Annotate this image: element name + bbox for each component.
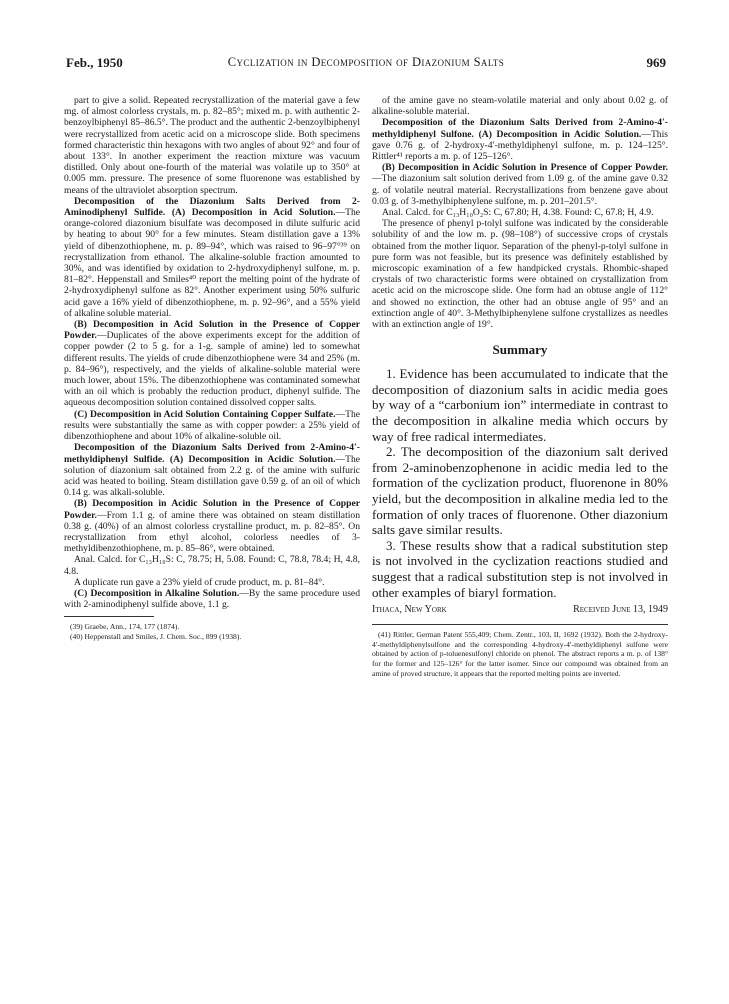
received-date: Received June 13, 1949 [573, 604, 668, 616]
analysis-line: Anal. Calcd. for C₁₃H₁₀O₂S: C, 67.80; H, 4.38. Found: C, 67.8; H, 4.9. [382, 207, 654, 219]
summary-item-1: 1. Evidence has been accumulated to indicate that the decomposition of diazonium salts in acidic media goes by way of a “carbonium ion” intermediate in contrast to the decomposition in alkaline media which occurs by way of free radical intermediates. [372, 366, 668, 444]
section-heading: (B) Decomposition in Acidic Solution in the Presence of Copper Powder. [64, 498, 360, 521]
summary-heading: Summary [492, 342, 548, 358]
paragraph: (C) Decomposition in Acid Solution Containing Copper Sulfate.—The results were substantially the same as with copper powder: a 25% yield of dibenzothiophene and about 10% of alkaline-soluble oil. [64, 408, 360, 443]
signoff [372, 604, 668, 618]
summary-item-2: 2. The decomposition of the diazonium salt derived from 2-aminobenzophenone in acidic media led to the formation of the cyclization product, fluorenone in 80% yield, but the decomposition in alkaline media led to the formation of only traces of fluorenone. Other diazonium salts gave similar results. [372, 444, 668, 538]
right-column [372, 95, 668, 678]
paragraph: (B) Decomposition in Acid Solution in the Presence of Copper Powder.—Duplicates of the above experiments except for the addition of copper powder (2 to 5 g. for a 1-g. sample of amine) led to somewhat different results. The yields of crude dibenzothiophene were 34 and 25% (m. p. 84–96°), respectively, and the yields of alkaline-soluble material were much lower, about 15%. The dibenzothiophene was contaminated somewhat with an oil which is probably the reduction product, diphenyl sulfide. The aqueous decomposition solution contained dissolved copper salts. [64, 319, 360, 409]
header-title: Cyclization in Decomposition of Diazonium Salts [227, 55, 505, 69]
paragraph: of the amine gave no steam-volatile material and only about 0.02 g. of alkaline-soluble material. [372, 95, 668, 118]
analysis-line: Anal. Calcd. for C₁₃H₁₀S: C, 78.75; H, 5.08. Found: C, 78.8, 78.4; H, 4.8, 4.8. [64, 554, 360, 577]
paragraph: (C) Decomposition in Alkaline Solution.—By the same procedure used with 2-aminodiphenyl sulfide above, 1.1 g. [64, 587, 360, 611]
paragraph: A duplicate run gave a 23% yield of crude product, m. p. 81–84°. [74, 576, 325, 588]
page-number: 969 [646, 55, 666, 70]
footnote-39: (39) Graebe, Ann., 174, 177 (1874). [70, 622, 180, 632]
summary [372, 366, 668, 600]
footnotes [64, 622, 360, 641]
left-column [64, 95, 360, 642]
paragraph: part to give a solid. Repeated recrystallization of the material gave a few mg. of almost colorless crystals, m. p. 82–85°; mixed m. p. with authentic 2-benzoylbiphenyl 85–86.5°. The product and the authentic 2-benzoylbiphenyl were recrystallized from acetic acid on a microscope slide. Both specimens formed characteristic thin hexagons with two angles of about 92° and four of about 133°. In another experiment the reaction mixture was vacuum distilled. Only about one-fourth of the material was volatile up to 350° at 0.005 mm. pressure. The presence of some fluorenone was established by means of the ultraviolet absorption spectrum. [64, 95, 360, 196]
footnote-40: (40) Heppenstall and Smiles, J. Chem. Soc., 899 (1938). [70, 631, 242, 641]
paragraph: (B) Decomposition in Acidic Solution in Presence of Copper Powder.—The diazonium salt solution derived from 1.09 g. of the amine gave 0.32 g. of volatile neutral material. Recrystallizations from benzene gave about 0.03 g. of 3-methylbiphenylene sulfone, m. p. 201–201.5°. [372, 162, 668, 207]
section-heading: (C) Decomposition in Acid Solution Containing Copper Sulfate. [74, 408, 336, 420]
footnote-41: (41) Rittler, German Patent 555,409; Chem. Zentr., 103, II, 1692 (1932). Both the 2-hydroxy-4′-methyldiphenylsulfone and the corresponding 4-hydroxy-4′-methyldiphenyl sulfone were obtained by action of p-toluenesulfonyl chloride on phenol. The abstract reports a m. p. of 138° for the former and 125–126° for the latter isomer. Since our compound was obtained from an amine of proved structure, it appears that the reported melting points are inverted. [372, 630, 668, 678]
section-heading: Decomposition of the Diazonium Salts Derived from 2-Amino-4′-methyldiphenyl Sulfone. (A) Decomposition in Acidic Solution. [372, 117, 668, 140]
section-heading: (C) Decomposition in Alkaline Solution. [74, 587, 240, 599]
affiliation-place: Ithaca, New York [372, 604, 447, 616]
section-heading: Decomposition of the Diazonium Salts Derived from 2-Amino-4′-methyldiphenyl Sulfide. (A) Decomposition in Acidic Solution. [64, 442, 360, 465]
paragraph: Decomposition of the Diazonium Salts Derived from 2-Amino-4′-methyldiphenyl Sulfide. (A) Decomposition in Acidic Solution.—The solution of diazonium salt obtained from 2.2 g. of the amine with sulfuric acid was heated to boiling. Steam distillation gave 0.59 g. of an oil of which 0.14 g. was alkali-soluble. [64, 442, 360, 499]
header-date: Feb., 1950 [66, 55, 123, 70]
paragraph: The presence of phenyl p-tolyl sulfone was indicated by the considerable solubility of and the low m. p. (98–108°) of successive crops of crystals obtained from the mother liquor. Separation of the phenyl-p-tolyl sulfone in pure form was not feasible, but its presence was definitely established by microscopic examination of a few handpicked crystals. Rhombic-shaped crystals of two characteristic forms were obtained on crystallization from acetic acid on the microscope slide. One form had an obtuse angle of 112° and showed no extinction, the other had an obtuse angle of 95° and an extinction angle of 40°. 3-Methylbiphenylene sulfone crystallizes as needles with an extinction angle of 19°. [372, 218, 668, 331]
summary-item-3: 3. These results show that a radical substitution step is not involved in the cyclization reactions studied and suggest that a radical substitution step is not involved in other examples of biaryl formation. [372, 537, 668, 600]
running-header [66, 55, 666, 73]
section-heading: (B) Decomposition in Acidic Solution in Presence of Copper Powder. [382, 162, 668, 174]
paragraph: Decomposition of the Diazonium Salts Derived from 2-Amino-4′-methyldiphenyl Sulfone. (A) Decomposition in Acidic Solution.—This gave 0.76 g. of 2-hydroxy-4′-methyldiphenyl sulfone, m. p. 124–125°. Rittler⁴¹ reports a m. p. of 125–126°. [372, 117, 668, 163]
paragraph: Decomposition of the Diazonium Salts Derived from 2-Aminodiphenyl Sulfide. (A) Decomposition in Acid Solution.—The orange-colored diazonium bisulfate was decomposed in dilute sulfuric acid by heating to about 90° for a few minutes. Steam distillation gave a 13% yield of dibenzothiophene, m. p. 89–94°, which was raised to 96–97°³⁹ on recrystallization from ethanol. The alkaline-soluble fraction amounted to 30%, and was identified by oxidation to 2-hydroxydiphenyl sulfone, m. p. 81–82°. Heppenstall and Smiles⁴⁰ report the melting point of the hydrate of 2-hydroxydiphenyl sulfone as 82°. Another experiment using 50% sulfuric acid gave a 16% yield of dibenzothiophene, m. p. 92–96°, and a 55% yield of alkaline soluble material. [64, 195, 360, 319]
section-heading: (B) Decomposition in Acid Solution in the Presence of Copper Powder. [64, 319, 360, 342]
footnotes [372, 624, 668, 678]
paragraph: (B) Decomposition in Acidic Solution in the Presence of Copper Powder.—From 1.1 g. of amine there was obtained on steam distillation 0.38 g. (40%) of an almost colorless crystalline product, m. p. 82–85°. On recrystallization from ethyl alcohol, colorless needles of 3-methyldibenzothiophene, m. p. 85–86°, were obtained. [64, 498, 360, 555]
section-heading: Decomposition of the Diazonium Salts Derived from 2-Aminodiphenyl Sulfide. (A) Decomposition in Acid Solution. [64, 195, 360, 219]
footnote-divider [64, 616, 154, 617]
